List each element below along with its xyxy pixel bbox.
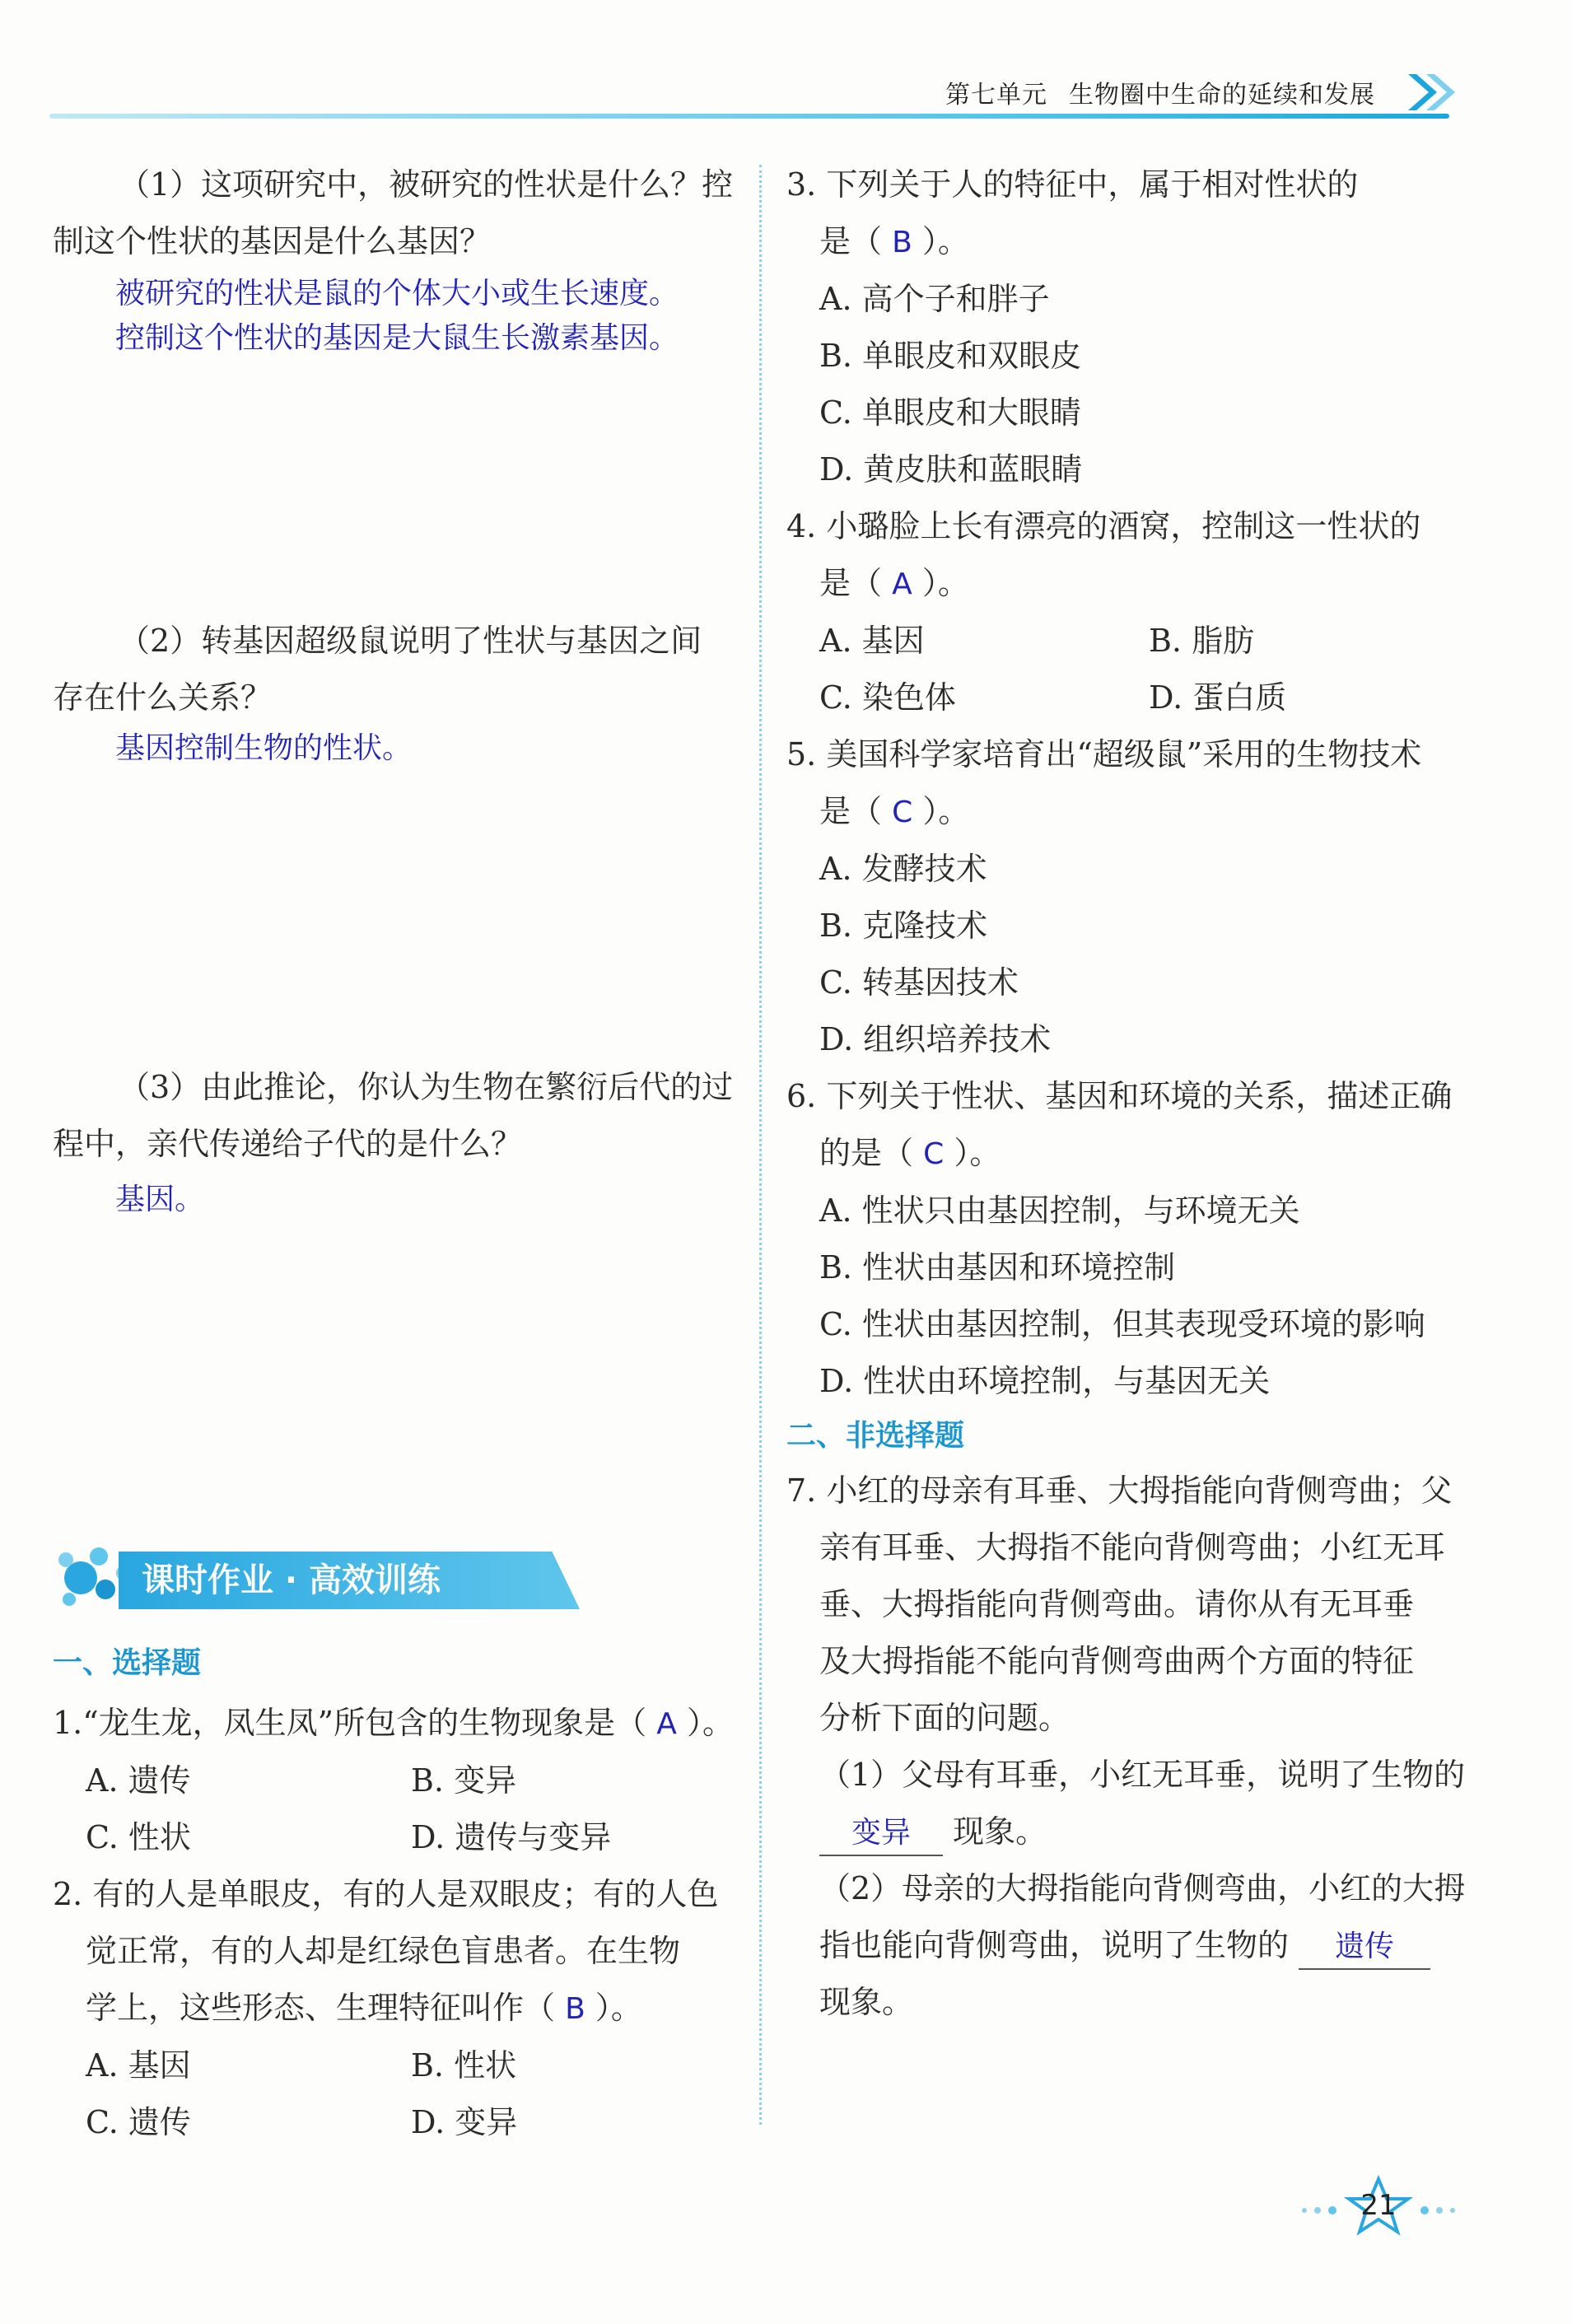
q7-1-tail: 现象。 <box>953 1813 1047 1850</box>
mc3-option-a: A. 高个子和胖子 <box>819 281 1050 317</box>
mc2-option-a: A. 基因 <box>86 2047 191 2084</box>
mc4-options-row1 <box>786 613 1478 670</box>
q3-answer: 基因。 <box>115 1183 205 1216</box>
q7-2-line2 <box>786 1917 1478 1974</box>
mc2-options-row1 <box>53 2037 736 2094</box>
mc2-stem-line2: 觉正常，有的人却是红绿色盲患者。在生物 <box>86 1933 681 1969</box>
mc6-stem-end: ）。 <box>954 1135 1001 1171</box>
q7-1-line2 <box>786 1804 1478 1860</box>
mc1-option-d: D. 遗传与变异 <box>411 1819 612 1855</box>
mc2-option-b: B. 性状 <box>411 2047 517 2084</box>
q7-line3: 垂、大拇指能向背侧弯曲。请你从有无耳垂 <box>819 1586 1415 1622</box>
section-title-choice: 一、选择题 <box>53 1646 202 1680</box>
section-banner <box>53 1540 547 1614</box>
mc6-option-d: D. 性状由环境控制，与基因无关 <box>819 1363 1271 1399</box>
mc5-option-b: B. 克隆技术 <box>819 908 988 944</box>
header-unit: 第七单元 <box>945 81 1047 110</box>
mc2-option-c: C. 遗传 <box>86 2104 191 2140</box>
mc5-stem-line1: 5. 美国科学家培育出“超级鼠”采用的生物技术 <box>786 736 1422 772</box>
mc2-option-d: D. 变异 <box>411 2104 518 2140</box>
mc2-options-row2 <box>53 2094 736 2151</box>
q3-stem-line1: （3）由此推论，你认为生物在繁衍后代的过 <box>119 1069 734 1105</box>
mc2-answer: B <box>565 1992 585 2026</box>
mc2-stem-line3 <box>53 1980 736 2037</box>
mc3-stem-text: 是（ <box>819 223 883 259</box>
mc5-answer: C <box>892 796 913 829</box>
mc5-option-c: C. 转基因技术 <box>819 964 1019 1001</box>
page-number-badge <box>1293 2174 1458 2240</box>
mc3-option-b: B. 单眼皮和双眼皮 <box>819 338 1082 374</box>
mc4-stem-line2 <box>786 555 1478 613</box>
mc2-stem-end: ）。 <box>595 1990 642 2026</box>
mc1-stem-text: 1.“龙生龙，凤生凤”所包含的生物现象是（ <box>53 1705 647 1741</box>
header-rule <box>49 114 1449 119</box>
left-column <box>53 156 736 1222</box>
mc6-option-c: C. 性状由基因控制，但其表现受环境的影响 <box>819 1306 1425 1342</box>
mc4-stem-text: 是（ <box>819 565 883 601</box>
mc3-stem-line2 <box>786 213 1478 271</box>
section-title-nonchoice: 二、非选择题 <box>786 1419 965 1453</box>
q2-stem-line2: 存在什么关系？ <box>53 679 273 716</box>
mc4-option-b: B. 脂肪 <box>1149 623 1255 659</box>
mc3-answer: B <box>892 226 912 259</box>
q7-2-text: 指也能向背侧弯曲，说明了生物的 <box>819 1927 1290 1963</box>
mc6-stem-text: 的是（ <box>819 1135 914 1171</box>
mc3-option-c: C. 单眼皮和大眼睛 <box>819 394 1081 431</box>
q2-answer: 基因控制生物的性状。 <box>115 731 413 765</box>
mc5-option-a: A. 发酵技术 <box>819 851 987 887</box>
banner-title: 课时作业 · 高效训练 <box>142 1561 441 1599</box>
mc1-option-a: A. 遗传 <box>86 1762 191 1799</box>
mc1-option-b: B. 变异 <box>411 1762 517 1799</box>
mc1-answer: A <box>656 1707 677 1741</box>
q7-2-line3: 现象。 <box>819 1984 914 2020</box>
mc5-option-d: D. 组织培养技术 <box>819 1021 1052 1057</box>
header-title: 生物圈中生命的延续和发展 <box>1069 81 1375 110</box>
q1-answer <box>53 272 736 361</box>
mc4-options-row2 <box>786 670 1478 726</box>
q7-1-answer: 变异 <box>819 1812 943 1856</box>
mc5-stem-text: 是（ <box>819 793 883 829</box>
mc4-stem-end: ）。 <box>921 565 969 601</box>
right-column <box>786 156 1478 2031</box>
mc5-stem-line2 <box>786 783 1478 841</box>
mc6-stem-line2 <box>786 1125 1478 1183</box>
mc3-stem-end: ）。 <box>921 223 969 259</box>
mc4-stem-line1: 4. 小璐脸上长有漂亮的酒窝，控制这一性状的 <box>786 508 1421 544</box>
mc4-answer: A <box>892 567 912 601</box>
chevron-right-icon <box>1392 68 1466 117</box>
mc3-option-d: D. 黄皮肤和蓝眼睛 <box>819 451 1083 488</box>
page-header <box>49 66 1466 132</box>
left-mc-section <box>53 1635 736 2151</box>
mc3-stem-line1: 3. 下列关于人的特征中，属于相对性状的 <box>786 166 1359 203</box>
q3-stem-line2: 程中，亲代传递给子代的是什么？ <box>53 1126 523 1162</box>
mc4-option-a: A. 基因 <box>819 623 925 659</box>
q1-answer-line2: 控制这个性状的基因是大鼠生长激素基因。 <box>115 321 679 355</box>
mc4-option-c: C. 染色体 <box>819 679 956 716</box>
q1-stem-line2: 制这个性状的基因是什么基因？ <box>53 223 492 259</box>
mc6-option-b: B. 性状由基因和环境控制 <box>819 1249 1176 1286</box>
mc1-option-c: C. 性状 <box>86 1819 191 1855</box>
mc1-stem-end: ）。 <box>686 1705 734 1741</box>
page-number: 21 <box>1360 2189 1397 2222</box>
q7-line4: 及大拇指能不能向背侧弯曲两个方面的特征 <box>819 1643 1415 1679</box>
q7-2-answer: 遗传 <box>1299 1925 1430 1970</box>
q7-1-line1: （1）父母有耳垂，小红无耳垂，说明了生物的 <box>819 1757 1466 1793</box>
q7-line2: 亲有耳垂、大拇指不能向背侧弯曲；小红无耳 <box>819 1529 1446 1566</box>
header-text <box>945 74 1375 110</box>
column-divider <box>759 165 762 2125</box>
mc1-stem <box>53 1695 736 1752</box>
mc6-answer: C <box>923 1137 945 1171</box>
q7-line1: 7. 小红的母亲有耳垂、大拇指能向背侧弯曲；父 <box>786 1472 1453 1509</box>
mc1-options-row1 <box>53 1752 736 1809</box>
mc6-stem-line1: 6. 下列关于性状、基因和环境的关系，描述正确 <box>786 1078 1453 1114</box>
mc2-stem-line1: 2. 有的人是单眼皮，有的人是双眼皮；有的人色 <box>53 1876 719 1912</box>
mc2-stem-text: 学上，这些形态、生理特征叫作（ <box>86 1990 556 2026</box>
q7-line5: 分析下面的问题。 <box>819 1700 1071 1736</box>
mc6-option-a: A. 性状只由基因控制，与环境无关 <box>819 1192 1300 1229</box>
mc1-options-row2 <box>53 1809 736 1866</box>
mc4-option-d: D. 蛋白质 <box>1149 679 1287 716</box>
q2-stem-line1: （2）转基因超级鼠说明了性状与基因之间 <box>119 623 702 659</box>
mc5-stem-end: ）。 <box>922 793 970 829</box>
q1-answer-line1: 被研究的性状是鼠的个体大小或生长速度。 <box>115 277 679 310</box>
q1-stem-line1: （1）这项研究中，被研究的性状是什么？控 <box>119 166 734 203</box>
q7-2-line1: （2）母亲的大拇指能向背侧弯曲，小红的大拇 <box>819 1870 1466 1906</box>
